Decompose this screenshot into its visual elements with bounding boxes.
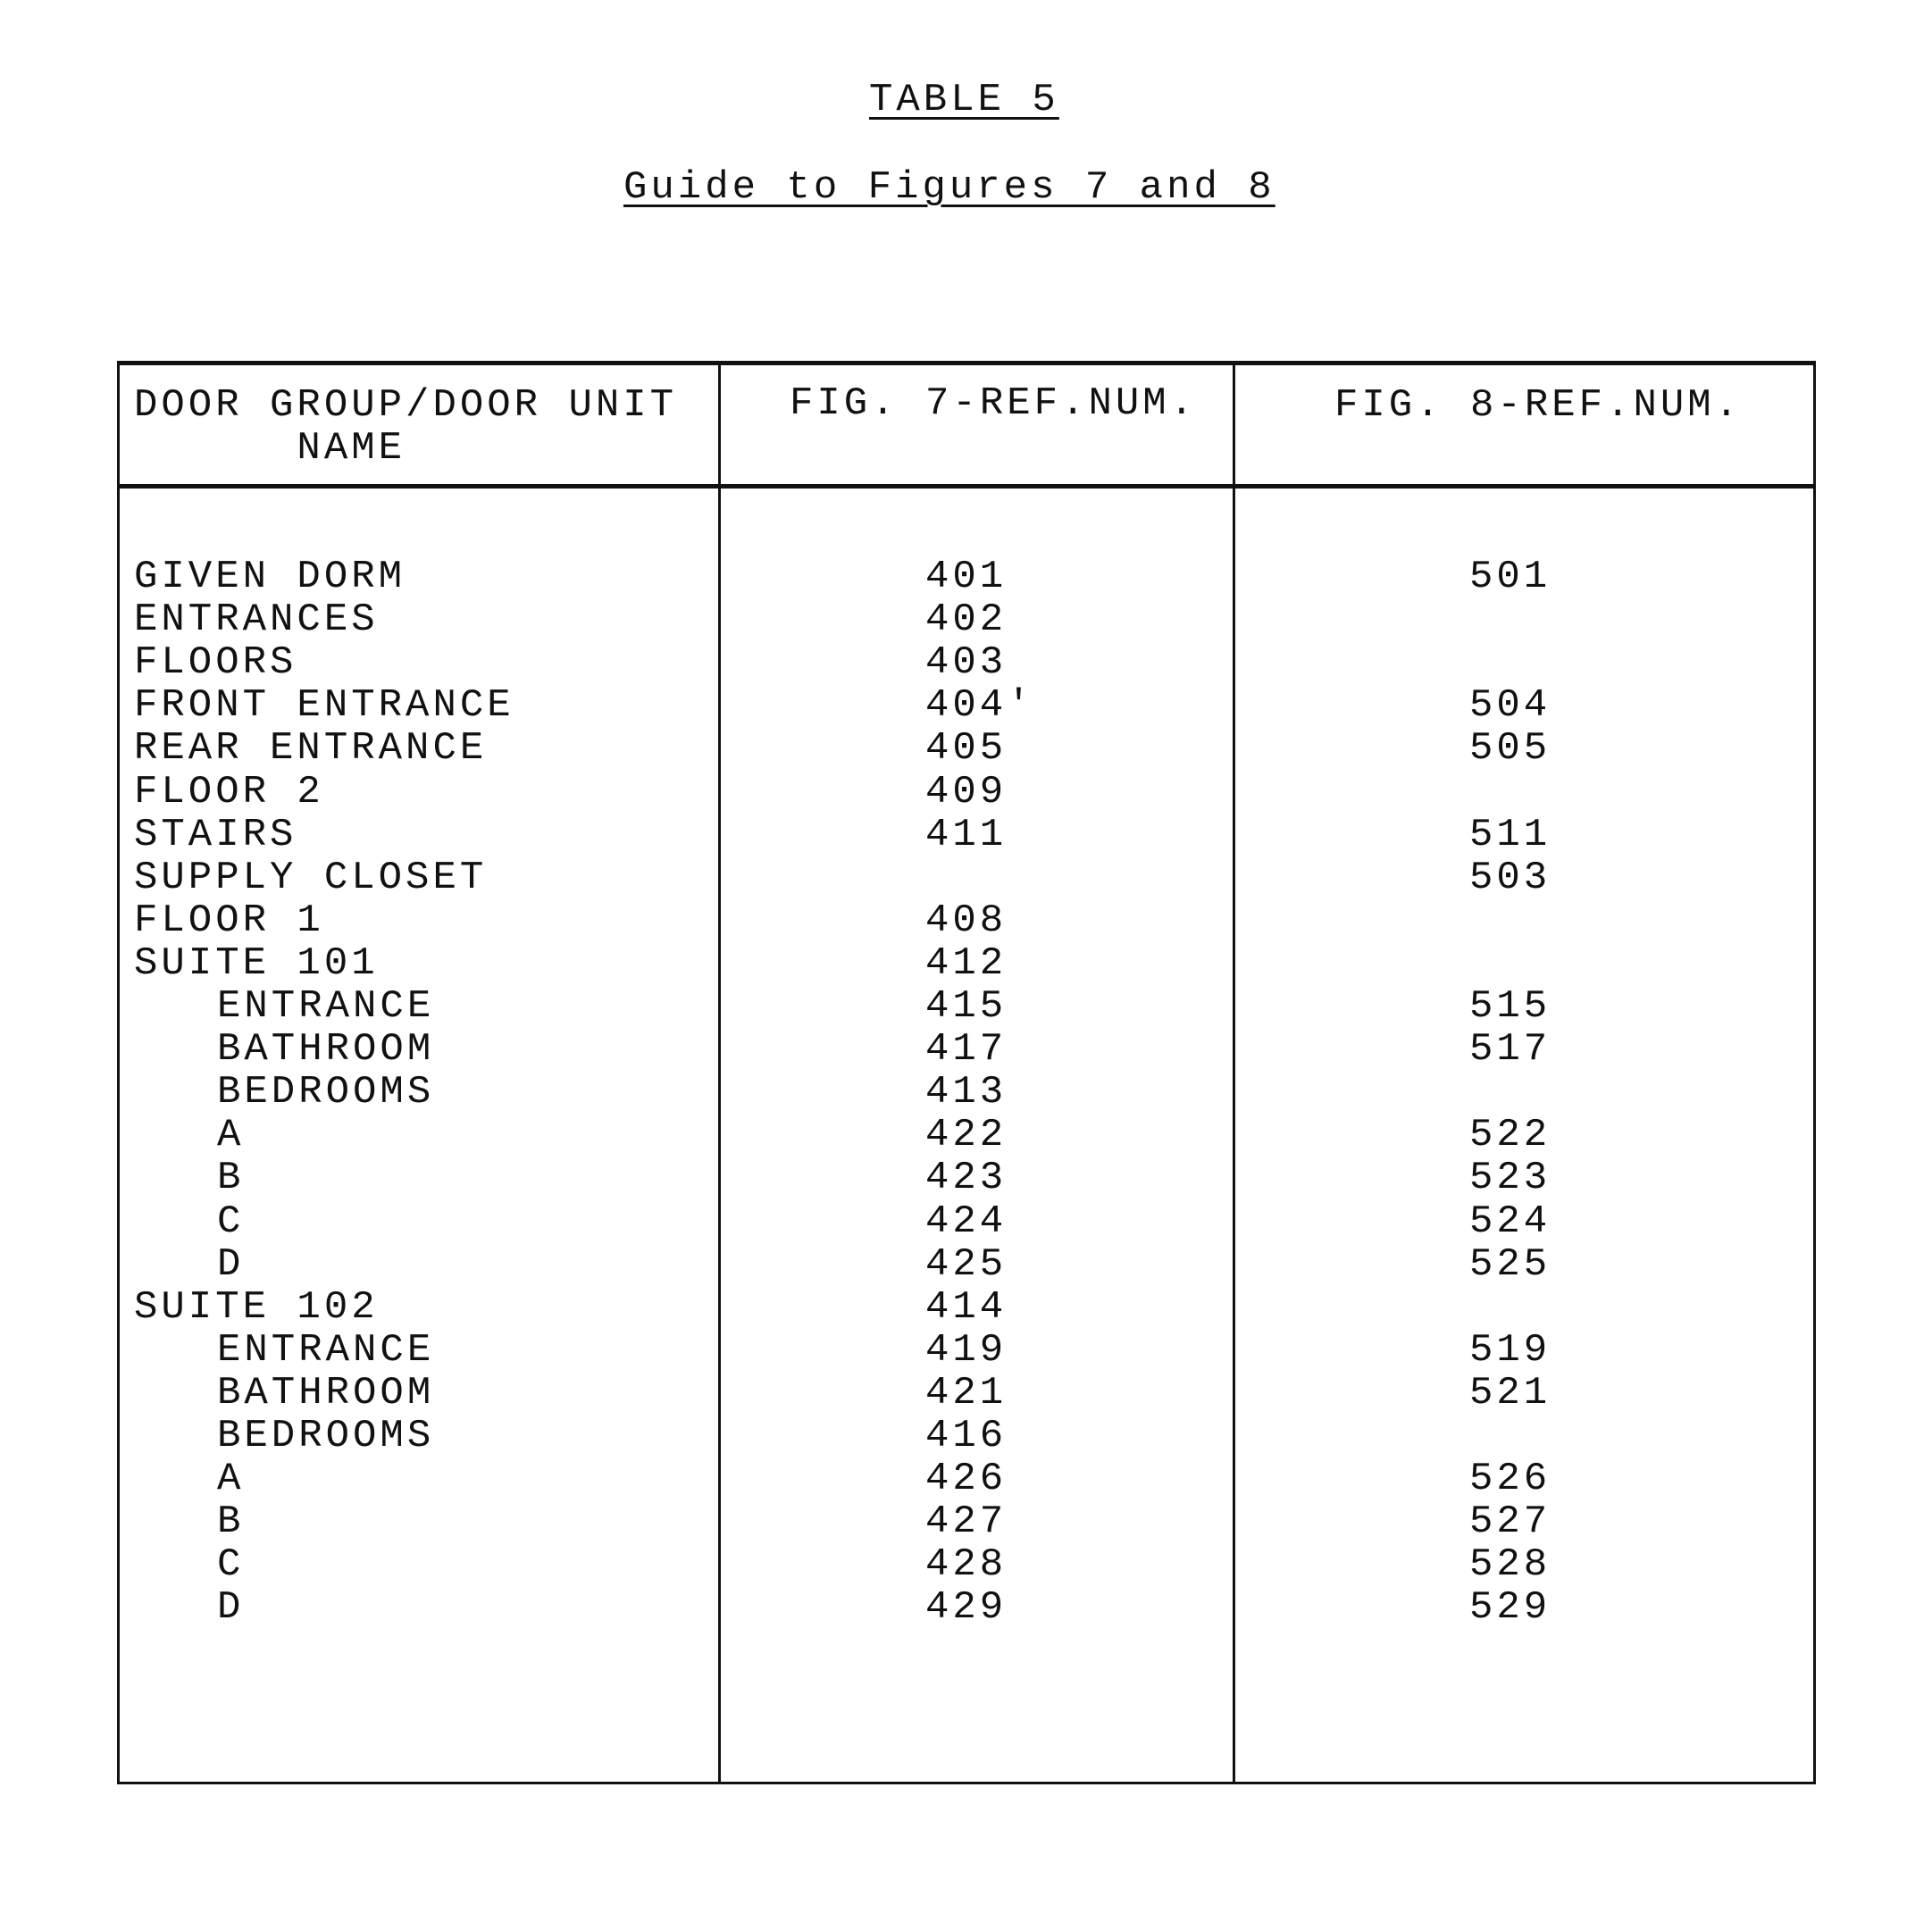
table-row <box>0 1158 1932 1201</box>
door-unit-name: D <box>217 1588 244 1627</box>
fig8-ref-num: 503 <box>1469 858 1551 898</box>
fig8-ref-num: 524 <box>1469 1202 1551 1241</box>
table-row <box>0 1073 1932 1115</box>
door-unit-name: STAIRS <box>134 815 297 855</box>
fig7-ref-num: 415 <box>925 987 1007 1026</box>
table-row <box>0 1030 1932 1073</box>
fig7-ref-num: 413 <box>925 1073 1007 1112</box>
fig7-ref-num: 416 <box>925 1416 1007 1456</box>
fig8-ref-num: 529 <box>1469 1588 1551 1627</box>
fig8-ref-num: 519 <box>1469 1331 1551 1370</box>
fig7-ref-num: 423 <box>925 1158 1007 1198</box>
fig8-ref-num: 504 <box>1469 686 1551 725</box>
door-unit-name: FRONT ENTRANCE <box>134 686 514 725</box>
fig8-ref-num: 525 <box>1469 1245 1551 1284</box>
table-row <box>0 944 1932 987</box>
table-row <box>0 643 1932 686</box>
fig7-ref-num: 422 <box>925 1115 1007 1155</box>
table-row <box>0 815 1932 858</box>
fig7-ref-num: 417 <box>925 1030 1007 1069</box>
fig8-ref-num: 501 <box>1469 557 1551 597</box>
table-row <box>0 686 1932 729</box>
fig7-ref-num: 404' <box>925 686 1034 725</box>
fig7-ref-num: 421 <box>925 1374 1007 1413</box>
fig8-ref-num: 517 <box>1469 1030 1551 1069</box>
door-unit-name: ENTRANCE <box>217 987 434 1026</box>
door-unit-name: ENTRANCE <box>217 1331 434 1370</box>
door-unit-name: BEDROOMS <box>217 1416 434 1456</box>
header-door-name: DOOR GROUP/DOOR UNIT NAME <box>134 384 677 470</box>
table-row <box>0 901 1932 944</box>
fig8-ref-num: 523 <box>1469 1158 1551 1198</box>
fig7-ref-num: 428 <box>925 1545 1007 1584</box>
fig8-ref-num: 522 <box>1469 1115 1551 1155</box>
door-unit-name: FLOORS <box>134 643 297 682</box>
table-row <box>0 729 1932 772</box>
door-unit-name: SUITE 101 <box>134 944 379 983</box>
door-unit-name: A <box>217 1115 244 1155</box>
table-row <box>0 1288 1932 1331</box>
table-row <box>0 1115 1932 1158</box>
fig8-ref-num: 505 <box>1469 729 1551 768</box>
header-fig8-ref: FIG. 8-REF.NUM. <box>1334 386 1742 425</box>
door-unit-name: A <box>217 1459 244 1499</box>
door-unit-name: GIVEN DORM <box>134 557 406 597</box>
door-unit-name: B <box>217 1158 244 1198</box>
fig7-ref-num: 412 <box>925 944 1007 983</box>
door-unit-name: BEDROOMS <box>217 1073 434 1112</box>
fig7-ref-num: 425 <box>925 1245 1007 1284</box>
door-unit-name: ENTRANCES <box>134 600 379 639</box>
door-unit-name: REAR ENTRANCE <box>134 729 487 768</box>
table-row <box>0 600 1932 643</box>
table-row <box>0 1416 1932 1459</box>
door-unit-name: FLOOR 2 <box>134 773 324 812</box>
fig7-ref-num: 401 <box>925 557 1007 597</box>
table-subtitle: Guide to Figures 7 and 8 <box>623 168 1275 207</box>
fig7-ref-num: 414 <box>925 1288 1007 1327</box>
fig7-ref-num: 429 <box>925 1588 1007 1627</box>
fig8-ref-num: 521 <box>1469 1374 1551 1413</box>
door-unit-name: SUITE 102 <box>134 1288 379 1327</box>
fig7-ref-num: 405 <box>925 729 1007 768</box>
door-unit-name: D <box>217 1245 244 1284</box>
fig8-ref-num: 528 <box>1469 1545 1551 1584</box>
fig7-ref-num: 419 <box>925 1331 1007 1370</box>
fig8-ref-num: 515 <box>1469 987 1551 1026</box>
door-unit-name: SUPPLY CLOSET <box>134 858 487 898</box>
door-unit-name: B <box>217 1502 244 1541</box>
fig7-ref-num: 426 <box>925 1459 1007 1499</box>
fig8-ref-num: 527 <box>1469 1502 1551 1541</box>
header-divider <box>117 484 1814 489</box>
fig7-ref-num: 427 <box>925 1502 1007 1541</box>
fig8-ref-num: 511 <box>1469 815 1551 855</box>
fig8-ref-num: 526 <box>1469 1459 1551 1499</box>
door-unit-name: FLOOR 1 <box>134 901 324 940</box>
fig7-ref-num: 403 <box>925 643 1007 682</box>
table-row <box>0 1588 1932 1631</box>
table-row <box>0 1374 1932 1416</box>
table-row <box>0 1502 1932 1545</box>
table-row <box>0 1545 1932 1588</box>
table-row <box>0 1331 1932 1374</box>
table-row <box>0 1245 1932 1288</box>
door-unit-name: C <box>217 1545 244 1584</box>
table-title: TABLE 5 <box>869 80 1059 120</box>
table-row <box>0 557 1932 600</box>
door-unit-name: BATHROOM <box>217 1374 434 1413</box>
fig7-ref-num: 424 <box>925 1202 1007 1241</box>
header-fig7-ref: FIG. 7-REF.NUM. <box>790 384 1197 423</box>
table-row <box>0 773 1932 815</box>
table-row <box>0 1459 1932 1502</box>
table-row <box>0 1202 1932 1245</box>
fig7-ref-num: 402 <box>925 600 1007 639</box>
table-row <box>0 987 1932 1030</box>
fig7-ref-num: 411 <box>925 815 1007 855</box>
table-row <box>0 858 1932 901</box>
door-unit-name: C <box>217 1202 244 1241</box>
door-unit-name: BATHROOM <box>217 1030 434 1069</box>
fig7-ref-num: 408 <box>925 901 1007 940</box>
fig7-ref-num: 409 <box>925 773 1007 812</box>
